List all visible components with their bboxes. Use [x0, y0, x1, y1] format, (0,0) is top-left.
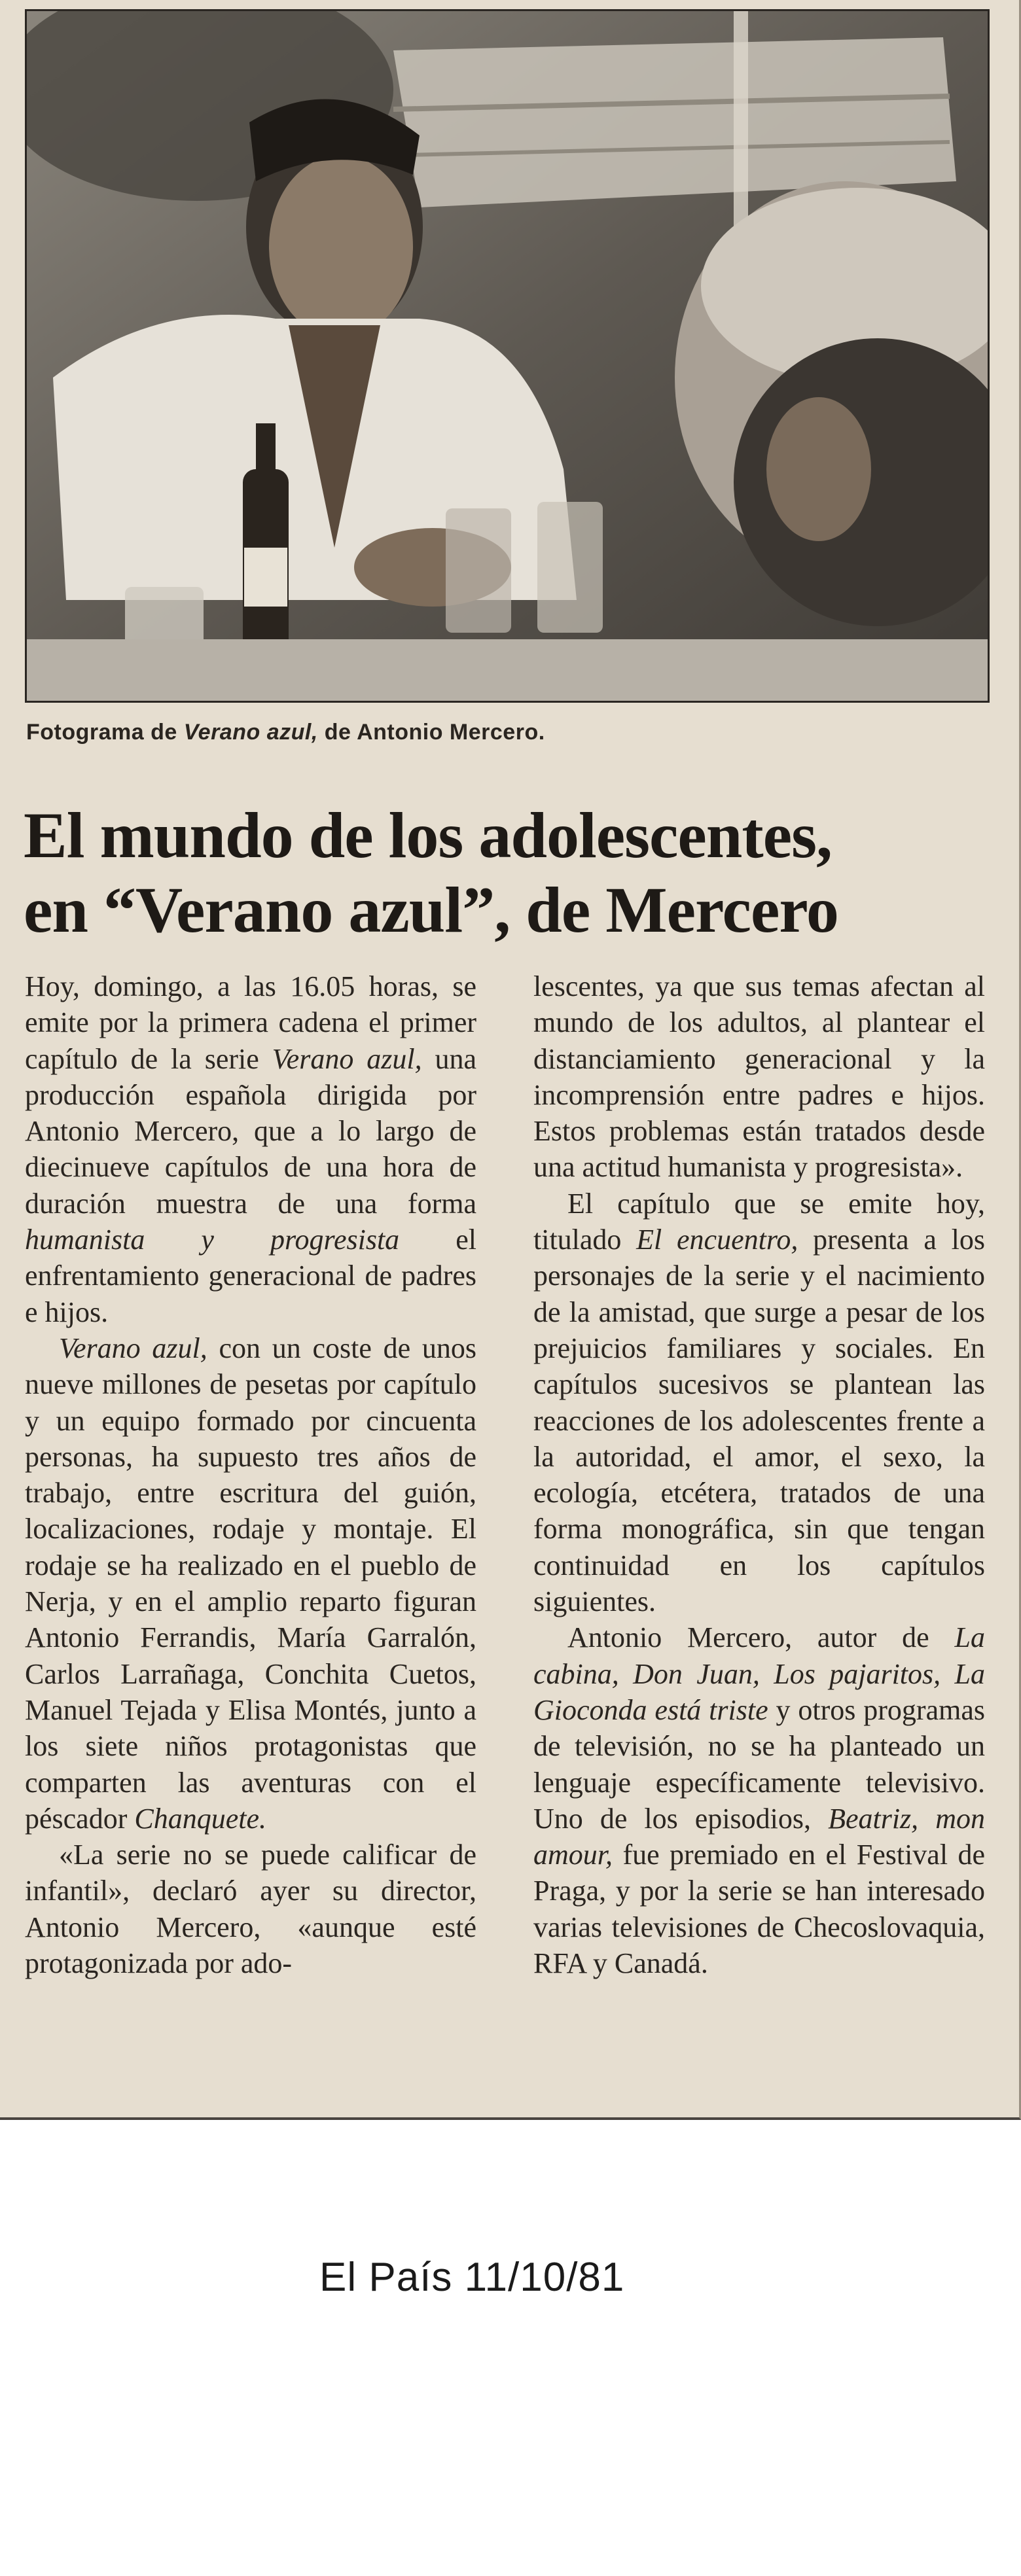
text-run: Hoy, domingo, a las 16.05 horas, se emite por la primera cadena el primer capítulo de la serie: [25, 970, 476, 1075]
text-run: Antonio Mercero, autor de: [567, 1621, 955, 1654]
text-run: El capítulo que se emite hoy, titulado: [533, 1187, 985, 1256]
source-note: El País 11/10/81: [319, 2255, 625, 2300]
text-run: y otros programas de televisión, no se ha planteado un lenguaje específicamente televisivo. Uno de los episodios,: [533, 1693, 985, 1835]
text-run: una producción española dirigida por Antonio Mercero, que a lo largo de diecinueve capítulos de una hora de duración muestra de una forma: [25, 1042, 477, 1220]
film-still-photo: [25, 9, 990, 703]
paragraph: [25, 968, 476, 1330]
text-run: lescentes, ya que sus temas afectan al mundo de los adultos, al plantear el distanciamiento generacional y la incomprensión entre padres e hijos. Estos problemas están tratados desde una actitud humanista y progresista».: [533, 970, 985, 1184]
paragraph: [533, 968, 985, 1186]
italic-text: humanista y progresista: [25, 1224, 400, 1256]
caption-suffix: de Antonio Mercero.: [317, 720, 545, 745]
headline-line-1: El mundo de los adolescentes,: [24, 799, 833, 872]
article-column-left: [25, 968, 476, 1981]
paragraph: [533, 1619, 985, 1981]
article-column-right: [533, 968, 985, 1981]
italic-title: El encuentro,: [636, 1224, 798, 1256]
paragraph: [25, 1837, 476, 1981]
text-run: con un coste de unos nueve millones de pesetas por capítulo y un equipo formado por cincuenta personas, ha supuesto tres años de trabajo, entre escritura del guión, localizaciones, rodaje y montaje. El rodaje se ha realizado en el pueblo de Nerja, y en el amplio reparto figuran Antonio Ferrandis, María Garralón, Carlos Larrañaga, Conchita Cuetos, Manuel Tejada y Elisa Montés, junto a los siete niños protagonistas que comparten las aventuras con el péscador: [25, 1332, 476, 1835]
italic-title: Verano azul,: [272, 1042, 422, 1075]
headline-line-2: en “Verano azul”, de Mercero: [24, 873, 838, 946]
paragraph: [533, 1186, 985, 1620]
italic-title: Verano azul,: [59, 1332, 207, 1364]
headline: [24, 798, 992, 947]
caption-prefix: Fotograma de: [26, 720, 184, 745]
text-run: el enfrentamiento generacional de padres e hijos.: [25, 1224, 476, 1328]
italic-name: Chanquete.: [134, 1802, 267, 1835]
text-run: presenta a los personajes de la serie y el nacimiento de la amistad, que surge a pesar de los prejuicios familiares y sociales. En capítulos sucesivos se plantean las reacciones de los adolescentes frente a la autoridad, el amor, el sexo, la ecología, etcétera, tratados de una forma monográfica, sin que tengan continuidad en los capítulos siguientes.: [533, 1224, 986, 1618]
caption-title: Verano azul,: [183, 720, 318, 745]
italic-titles: La cabina, Don Juan, Los pajaritos, La Gioconda está triste: [533, 1621, 985, 1726]
photo-caption: [26, 720, 545, 745]
text-run: «La serie no se puede calificar de infantil», declaró ayer su director, Antonio Mercero, «aunque esté protagonizada por ado-: [25, 1839, 476, 1980]
text-run: fue premiado en el Festival de Praga, y por la serie se han interesado varias televisiones de Checoslovaquia, RFA y Canadá.: [533, 1839, 985, 1980]
paragraph: [25, 1330, 476, 1837]
italic-title: Beatriz, mon amour,: [533, 1802, 985, 1871]
